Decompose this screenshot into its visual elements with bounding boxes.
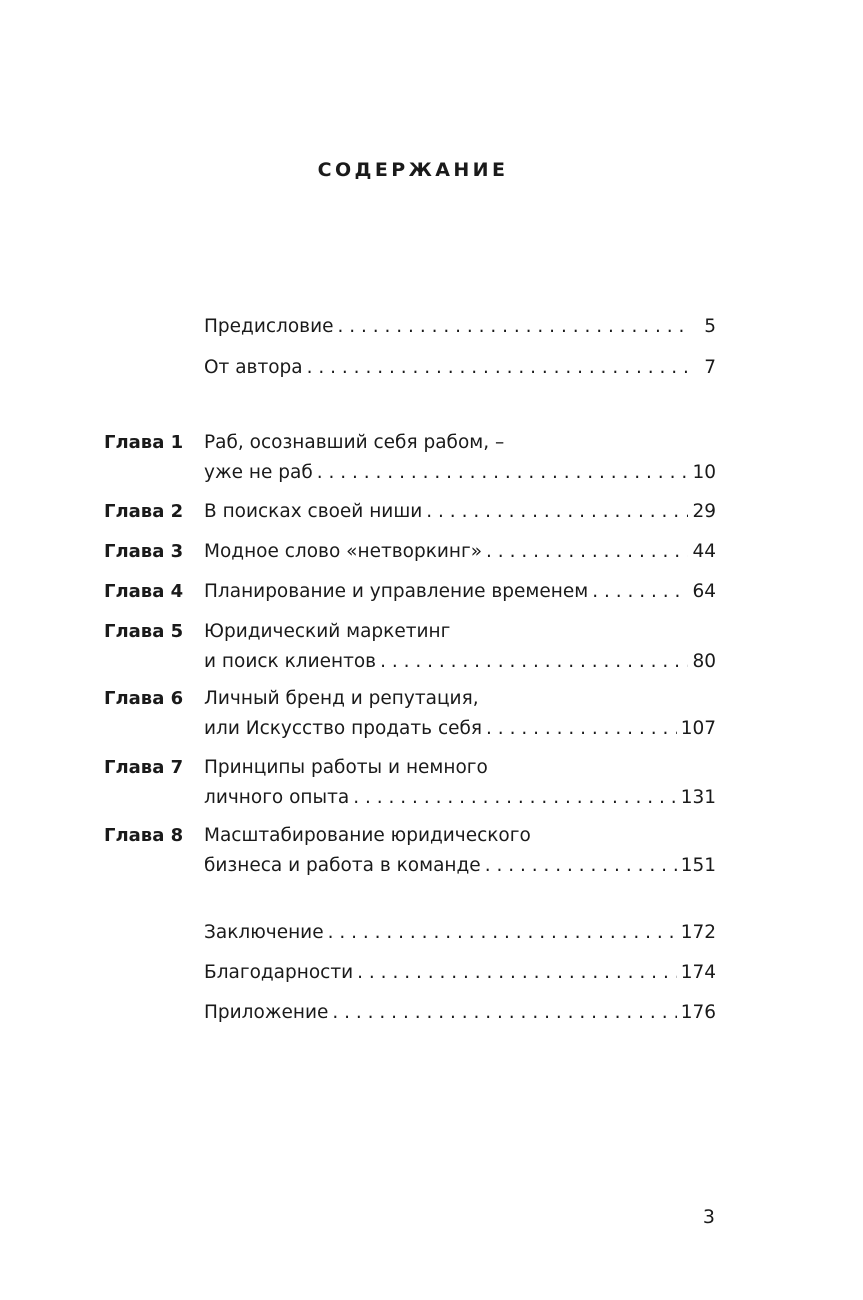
toc-entry-title-block <box>204 428 716 488</box>
toc-line <box>204 783 716 813</box>
toc-line <box>204 537 716 567</box>
toc-entry-title-block <box>204 958 716 988</box>
toc-entry-title-line: Модное слово «нетворкинг» <box>204 541 483 562</box>
toc-entry-title-block <box>204 312 716 342</box>
toc-entry-title-line: Принципы работы и немного <box>204 757 488 778</box>
dot-leader <box>486 537 688 567</box>
toc-entry-title-line: Личный бренд и репутация, <box>204 688 479 709</box>
toc-entry-title-line: уже не раб <box>204 462 313 483</box>
chapter-label: Глава 6 <box>104 688 184 709</box>
toc-line <box>204 577 716 607</box>
toc-line <box>204 753 716 783</box>
dot-leader <box>317 458 689 488</box>
toc-entry-title-line: Планирование и управление временем <box>204 581 589 602</box>
toc-entry-title-block <box>204 998 716 1028</box>
toc-entry-title-line: или Искусство продать себя <box>204 718 483 739</box>
chapter-label: Глава 2 <box>104 501 184 522</box>
toc-page-number: 10 <box>692 462 716 483</box>
toc-page-number: 174 <box>680 962 716 983</box>
toc-entry-title: От автора <box>204 357 303 378</box>
toc-entry-title-block <box>204 353 716 383</box>
toc-title: СОДЕРЖАНИЕ <box>317 159 509 181</box>
toc-entry-title-block <box>204 918 716 948</box>
toc-page-number: 29 <box>692 501 716 522</box>
chapter-label: Глава 8 <box>104 825 184 846</box>
dot-leader <box>486 714 677 744</box>
page-number: 3 <box>702 1206 715 1228</box>
toc-entry-title: Предисловие <box>204 316 334 337</box>
chapter-label: Глава 1 <box>104 432 184 453</box>
toc-entry-title-block <box>204 537 716 567</box>
toc-entry-title-line: В поисках своей ниши <box>204 501 423 522</box>
toc-entry-title-block <box>204 753 716 813</box>
dot-leader <box>337 312 690 342</box>
toc-entry-title: Заключение <box>204 922 324 943</box>
dot-leader <box>328 918 677 948</box>
dot-leader <box>592 577 688 607</box>
toc-line <box>204 617 716 647</box>
toc-line <box>204 821 716 851</box>
chapter-label: Глава 7 <box>104 757 184 778</box>
toc-entry-title-block <box>204 577 716 607</box>
toc-line <box>204 998 716 1028</box>
dot-leader <box>426 497 688 527</box>
toc-entry-title-block <box>204 617 716 677</box>
toc-line <box>204 851 716 881</box>
toc-entry-title-line: Юридический маркетинг <box>204 621 451 642</box>
toc-line <box>204 497 716 527</box>
toc-page-number: 131 <box>680 787 716 808</box>
toc-line <box>204 428 716 458</box>
toc-line <box>204 312 716 342</box>
toc-entry-title-line: и поиск клиентов <box>204 651 377 672</box>
toc-page-number: 107 <box>680 718 716 739</box>
toc-page-number: 151 <box>680 855 716 876</box>
chapter-label: Глава 3 <box>104 541 184 562</box>
dot-leader <box>332 998 676 1028</box>
dot-leader <box>485 851 677 881</box>
toc-entry-title-line: Раб, осознавший себя рабом, – <box>204 432 505 453</box>
toc-page-number: 172 <box>680 922 716 943</box>
toc-entry-title-block <box>204 821 716 881</box>
toc-entry-title: Приложение <box>204 1002 329 1023</box>
toc-page-number: 80 <box>692 651 716 672</box>
toc-line <box>204 458 716 488</box>
toc-page-number: 7 <box>704 357 716 378</box>
dot-leader <box>380 647 688 677</box>
toc-line <box>204 918 716 948</box>
toc-page-number: 176 <box>680 1002 716 1023</box>
toc-entry-title-line: Масштабирование юридического <box>204 825 531 846</box>
toc-entry-title-block <box>204 497 716 527</box>
dot-leader <box>307 353 690 383</box>
toc-page-number: 5 <box>704 316 716 337</box>
chapter-label: Глава 4 <box>104 581 184 602</box>
toc-entry-title-block <box>204 684 716 744</box>
toc-line <box>204 353 716 383</box>
toc-entry-title-line: личного опыта <box>204 787 350 808</box>
toc-line <box>204 958 716 988</box>
toc-line <box>204 684 716 714</box>
dot-leader <box>353 783 676 813</box>
toc-page-number: 44 <box>692 541 716 562</box>
chapter-label: Глава 5 <box>104 621 184 642</box>
toc-line <box>204 647 716 677</box>
toc-entry-title-line: бизнеса и работа в команде <box>204 855 481 876</box>
dot-leader <box>357 958 677 988</box>
toc-page-number: 64 <box>692 581 716 602</box>
toc-entry-title: Благодарности <box>204 962 354 983</box>
toc-line <box>204 714 716 744</box>
